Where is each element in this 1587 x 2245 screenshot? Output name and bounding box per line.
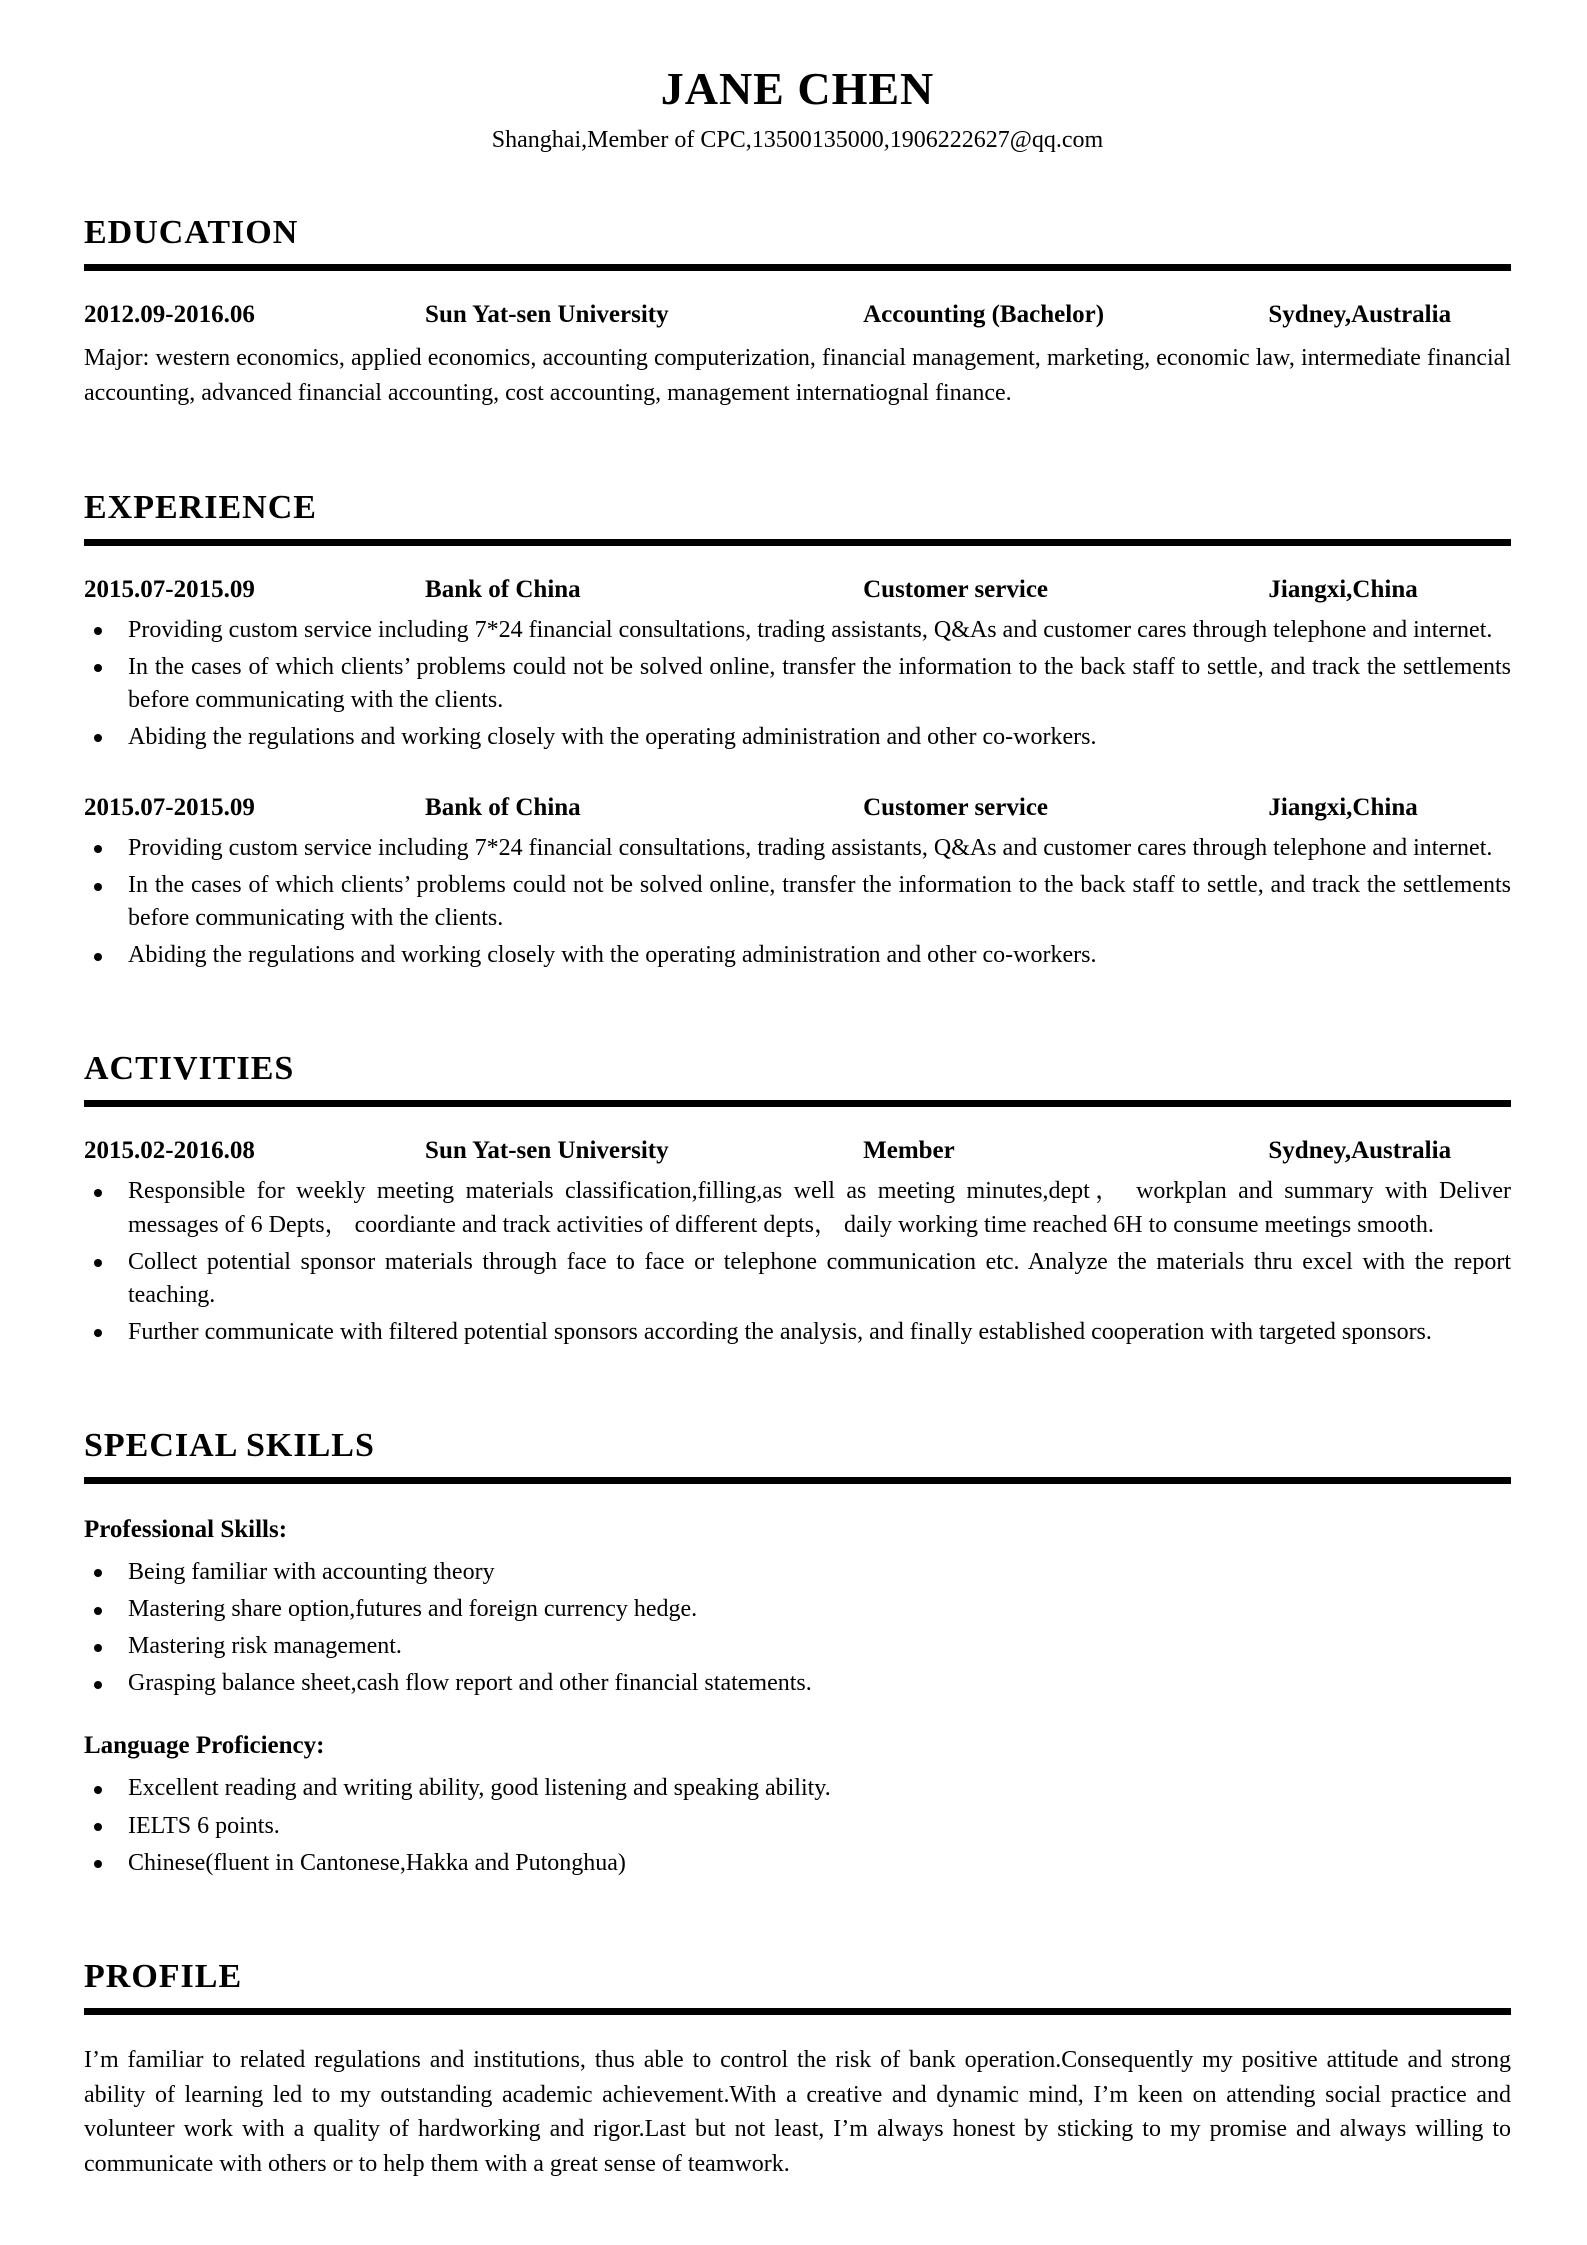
experience-entry bbox=[84, 794, 1511, 972]
skill-group-professional bbox=[84, 1516, 1511, 1700]
list-item: Further communicate with filtered potential sponsors according the analysis, and finally established cooperation with targeted sponsors. bbox=[84, 1316, 1511, 1349]
experience-bullet-list bbox=[84, 832, 1511, 972]
profile-text: I’m familiar to related regulations and institutions, thus able to control the risk of bank operation.Consequently my positive attitude and strong ability of learning led to my outstanding academic achievement.With a creative and dynamic mind, I’m keen on attending social practice and volunteer work with a quality of hardworking and rigor.Last but not least, I’m always honest by sticking to my promise and always willing to communicate with others or to help them with a great sense of teamwork. bbox=[84, 2046, 1511, 2178]
section-divider bbox=[84, 1100, 1511, 1107]
activities-entry-header bbox=[84, 1137, 1511, 1165]
list-item: Providing custom service including 7*24 financial consultations, trading assistants, Q&As and customer cares through telephone and internet. bbox=[84, 614, 1511, 647]
list-item: Excellent reading and writing ability, good listening and speaking ability. bbox=[84, 1772, 1511, 1805]
section-title-experience: EXPERIENCE bbox=[84, 488, 317, 526]
section-title-special-skills: SPECIAL SKILLS bbox=[84, 1427, 375, 1465]
section-title-education: EDUCATION bbox=[84, 214, 299, 251]
list-item: Collect potential sponsor materials through face to face or telephone communication etc. Analyze the materials thru excel with the report teaching. bbox=[84, 1246, 1511, 1312]
education-entry bbox=[84, 301, 1511, 411]
section-divider bbox=[84, 2008, 1511, 2015]
language-proficiency-list bbox=[84, 1772, 1511, 1879]
list-item: Grasping balance sheet,cash flow report and other financial statements. bbox=[84, 1667, 1511, 1700]
list-item: Abiding the regulations and working closely with the operating administration and other co-workers. bbox=[84, 721, 1511, 754]
activities-bullet-list bbox=[84, 1175, 1511, 1349]
list-item: Mastering risk management. bbox=[84, 1630, 1511, 1663]
experience-location: Jiangxi,China bbox=[1268, 575, 1418, 603]
professional-skills-list bbox=[84, 1556, 1511, 1700]
section-divider bbox=[84, 1477, 1511, 1484]
experience-date: 2015.07-2015.09 bbox=[84, 575, 255, 603]
education-degree: Accounting (Bachelor) bbox=[863, 301, 1105, 328]
skill-group-label: Language Proficiency: bbox=[84, 1732, 325, 1760]
section-experience bbox=[84, 489, 1511, 973]
resume-header bbox=[84, 62, 1511, 154]
activities-entry bbox=[84, 1137, 1511, 1349]
skill-group-label: Professional Skills: bbox=[84, 1516, 288, 1544]
experience-bullet-list bbox=[84, 614, 1511, 754]
contact-line: Shanghai,Member of CPC,13500135000,1906222627@qq.com bbox=[491, 127, 1104, 153]
list-item: Providing custom service including 7*24 financial consultations, trading assistants, Q&As and customer cares through telephone and internet. bbox=[84, 832, 1511, 865]
list-item: Mastering share option,futures and foreign currency hedge. bbox=[84, 1593, 1511, 1626]
experience-company: Bank of China bbox=[425, 575, 581, 603]
list-item: In the cases of which clients’ problems could not be solved online, transfer the information to the back staff to settle, and track the settlements before communicating with the clients. bbox=[84, 651, 1511, 717]
section-divider bbox=[84, 539, 1511, 546]
list-item: Abiding the regulations and working closely with the operating administration and other co-workers. bbox=[84, 939, 1511, 972]
activities-role: Member bbox=[863, 1137, 955, 1165]
experience-entry-header bbox=[84, 794, 1511, 822]
section-education bbox=[84, 214, 1511, 411]
education-school: Sun Yat-sen University bbox=[425, 301, 669, 328]
experience-company: Bank of China bbox=[425, 794, 581, 822]
section-profile bbox=[84, 1958, 1511, 2182]
section-title-profile: PROFILE bbox=[84, 1957, 243, 1995]
experience-date: 2015.07-2015.09 bbox=[84, 794, 255, 822]
list-item: Chinese(fluent in Cantonese,Hakka and Putonghua) bbox=[84, 1847, 1511, 1880]
section-activities bbox=[84, 1050, 1511, 1349]
list-item: IELTS 6 points. bbox=[84, 1810, 1511, 1843]
education-major-description: Major: western economics, applied economics, accounting computerization, financial management, marketing, economic law, intermediate financial accounting, advanced financial accounting, cost accounting, management internatiognal finance. bbox=[84, 345, 1511, 406]
activities-location: Sydney,Australia bbox=[1268, 1137, 1452, 1165]
experience-location: Jiangxi,China bbox=[1268, 794, 1418, 822]
list-item: Being familiar with accounting theory bbox=[84, 1556, 1511, 1589]
section-divider bbox=[84, 264, 1511, 271]
education-date: 2012.09-2016.06 bbox=[84, 301, 255, 328]
section-title-activities: ACTIVITIES bbox=[84, 1050, 295, 1088]
activities-organization: Sun Yat-sen University bbox=[425, 1137, 669, 1165]
section-special-skills bbox=[84, 1427, 1511, 1880]
experience-entry-header bbox=[84, 576, 1511, 604]
list-item: Responsible for weekly meeting materials classification,filling,as well as meeting minutes,dept， workplan and summary with Deliver messages of 6 Depts， coordiante and track activities of different depts， daily working time reached 6H to consume meetings smooth. bbox=[84, 1175, 1511, 1241]
experience-role: Customer service bbox=[863, 794, 1049, 822]
experience-entry bbox=[84, 576, 1511, 754]
skill-group-language bbox=[84, 1732, 1511, 1879]
education-location: Sydney,Australia bbox=[1268, 301, 1452, 328]
list-item: In the cases of which clients’ problems could not be solved online, transfer the information to the back staff to settle, and track the settlements before communicating with the clients. bbox=[84, 869, 1511, 935]
experience-role: Customer service bbox=[863, 575, 1049, 603]
education-entry-header bbox=[84, 301, 1511, 329]
person-name: JANE CHEN bbox=[660, 63, 935, 114]
activities-date: 2015.02-2016.08 bbox=[84, 1137, 255, 1165]
